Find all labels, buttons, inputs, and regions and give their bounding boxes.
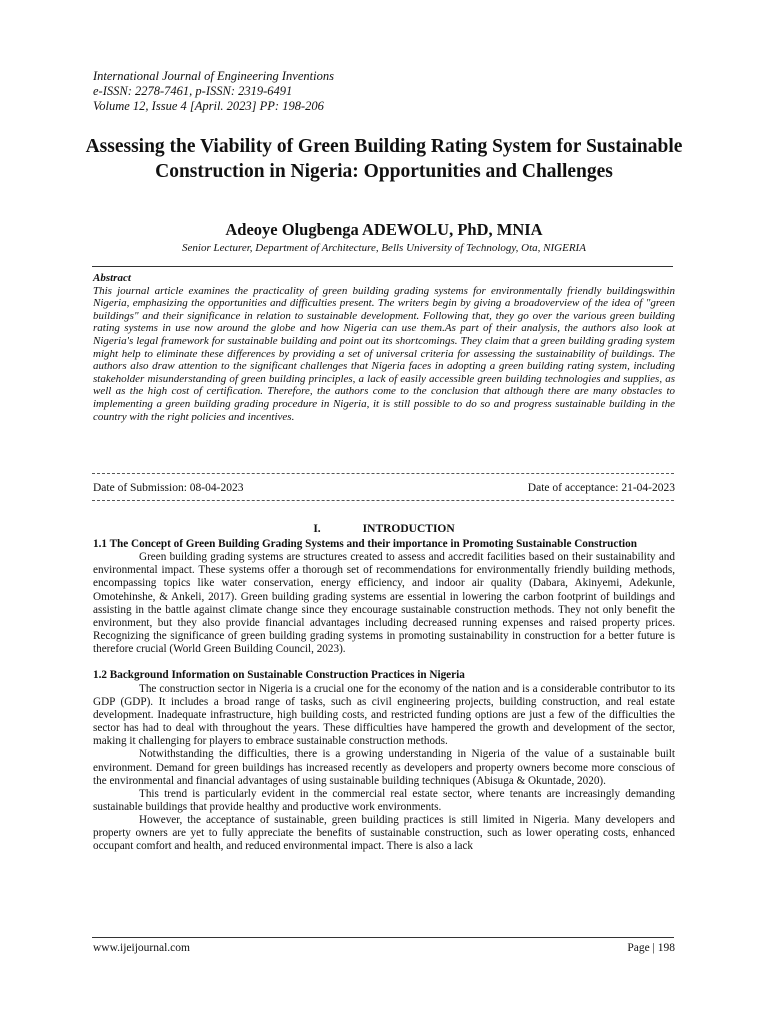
section-title: INTRODUCTION <box>362 523 455 535</box>
dates-top-divider <box>92 473 674 474</box>
abstract <box>93 272 675 423</box>
paragraph-gap <box>93 656 675 669</box>
journal-url[interactable]: www.ijeijournal.com <box>93 942 190 954</box>
subsection-1-2-heading: 1.2 Background Information on Sustainable Construction Practices in Nigeria <box>93 669 465 682</box>
paper-title: Assessing the Viability of Green Building Rating System for Sustainable Construction in Nigeria: Opportunities and Challenges <box>85 136 683 182</box>
paragraph: Green building grading systems are structures created to assess and accredit facilities based on their sustainability and environmental impact. These systems offer a thorough set of recommendations for environmentally friendly building methods, encompassing topics like water conservation, energy efficiency, and indoor air quality (Dabara, Akinyemi, Adekunle, Omotehinshe, & Ankeli, 2017). Green building grading systems are essential in lowering the carbon footprint of buildings and assisting in the battle against climate change since they encourage sustainable construction methods. They not only benefit the environment, but they also provide financial advantages including decreased running expenses and raised property prices. Recognizing the significance of green building grading systems in promoting sustainability in construction for a better future is therefore crucial (World Green Building Council, 2023). <box>93 551 675 656</box>
dates-bottom-divider <box>92 500 674 501</box>
page-footer <box>93 942 675 954</box>
footer-rule <box>92 937 674 938</box>
journal-volume: Volume 12, Issue 4 [April. 2023] PP: 198-206 <box>93 99 324 113</box>
subsection-1-1-heading: 1.1 The Concept of Green Building Grading Systems and their importance in Promoting Sustainable Construction <box>93 538 637 550</box>
paragraph: Notwithstanding the difficulties, there is a growing understanding in Nigeria of the value of a sustainable built environment. Demand for green buildings has increased recently as developers and property owners become more conscious of the environmental and financial advantages of using sustainable building techniques (Abisuga & Okuntade, 2020). <box>93 748 675 787</box>
section-number: I. <box>313 523 321 535</box>
body-text <box>93 538 675 854</box>
dates-row <box>93 482 675 494</box>
paragraph: This trend is particularly evident in the commercial real estate sector, where tenants are increasingly demanding sustainable buildings that provide healthy and productive work environments. <box>93 787 675 813</box>
section-heading <box>93 523 675 535</box>
acceptance-date: Date of acceptance: 21-04-2023 <box>527 482 675 494</box>
journal-header <box>93 69 334 114</box>
author-name: Adeoye Olugbenga ADEWOLU, PhD, MNIA <box>225 220 543 239</box>
abstract-text: This journal article examines the practicality of green building grading systems for environmentally friendly buildingswithin Nigeria, emphasizing the opportunities and difficulties present. The writers begin by giving a broadoverview of the idea of "green buildings" and their significance in relation to sustainable development. Following that, they go over the various green building rating systems in use now around the globe and how Nigeria can use them.As part of their analysis, the authors also look at Nigeria's legal framework for sustainable building and point out its shortcomings. They claim that a green building grading system might help to eliminate these differences by providing a set of universal criteria for assessing the sustainability of buildings. The authors also draw attention to the significant challenges that Nigeria faces in adopting a green building rating system, including stakeholder misunderstanding of green building principles, a lack of easily accessible green building technologies and supplies, as well as the high cost of certification. Therefore, the authors come to the conclusion that although there are many obstacles to implementing a green building grading procedure in Nigeria, it is still possible to do so and progress sustainable building in the country with the right policies and incentives. <box>93 284 675 423</box>
submission-date: Date of Submission: 08-04-2023 <box>93 482 244 494</box>
paragraph: However, the acceptance of sustainable, green building practices is still limited in Nigeria. Many developers and property owners are yet to fully appreciate the benefits of sustainable construction, such as lower operating costs, enhanced occupant comfort and health, and reduced environmental impact. There is also a lack <box>93 814 675 853</box>
abstract-top-rule <box>92 266 673 267</box>
paragraph: The construction sector in Nigeria is a crucial one for the economy of the nation and is a considerable contributor to its GDP (GDP). It includes a broad range of tasks, such as civil engineering projects, building construction, and real estate development. Inadequate infrastructure, high building costs, and restricted funding options are just a few of the difficulties the sector has had to deal with throughout the years. These difficulties have hampered the growth and development of the sector, making it challenging for players to embrace sustainable construction methods. <box>93 682 675 748</box>
journal-issn: e-ISSN: 2278-7461, p-ISSN: 2319-6491 <box>93 84 293 98</box>
page-number: Page | 198 <box>627 942 675 954</box>
journal-name: International Journal of Engineering Inventions <box>93 69 334 83</box>
abstract-heading: Abstract <box>93 272 131 284</box>
author-affiliation: Senior Lecturer, Department of Architecture, Bells University of Technology, Ota, NIGERIA <box>182 242 586 254</box>
